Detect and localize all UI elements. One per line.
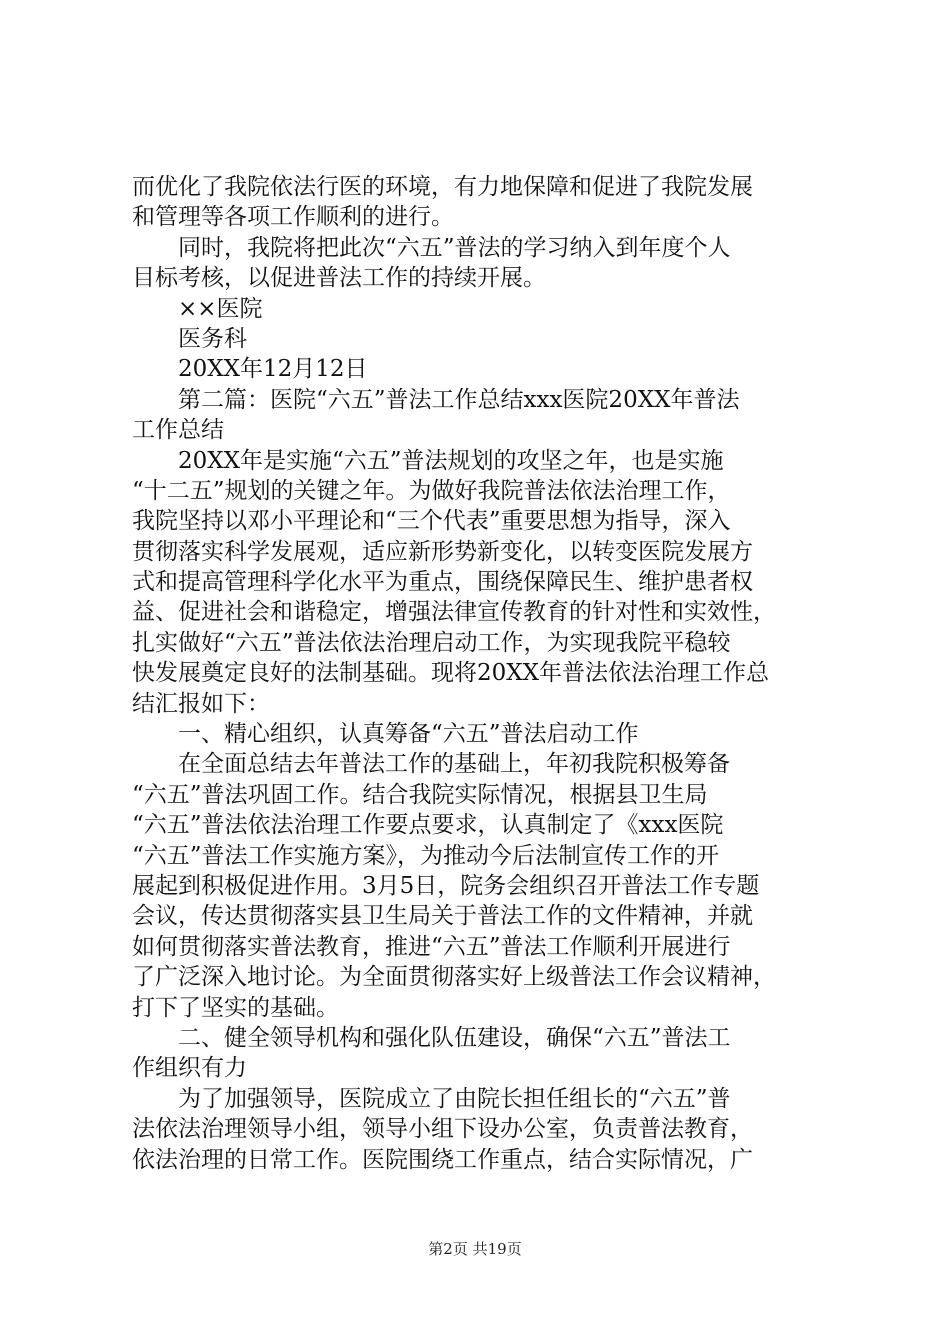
section-title-continued: 工作总结 xyxy=(132,417,224,444)
text-line: 和管理等各项工作顺利的进行。 xyxy=(132,204,454,231)
text-line: 依法治理的日常工作。医院围绕工作重点，结合实际情况，广 xyxy=(132,1146,753,1173)
text-line: “六五”普法巩固工作。结合我院实际情况，根据县卫生局 xyxy=(132,781,708,808)
text-line: 我院坚持以邓小平理论和“三个代表”重要思想为指导，深入 xyxy=(132,508,731,535)
text-line: 了广泛深入地讨论。为全面贯彻落实好上级普法工作会议精神， xyxy=(132,964,776,991)
text-line: 20XX年是实施“六五”普法规划的攻坚之年，也是实施 xyxy=(132,447,724,474)
text-line: 同时，我院将把此次“六五”普法的学习纳入到年度个人 xyxy=(132,234,731,261)
signature-department: 医务科 xyxy=(132,325,247,352)
text-line: 在全面总结去年普法工作的基础上，年初我院积极筹备 xyxy=(132,751,730,778)
text-line: 会议，传达贯彻落实县卫生局关于普法工作的文件精神，并就 xyxy=(132,903,753,930)
text-line: 法依法治理领导小组，领导小组下设办公室，负责普法教育， xyxy=(132,1116,753,1143)
text-line: 益、促进社会和谐稳定，增强法律宣传教育的针对性和实效性， xyxy=(132,599,776,626)
signature-date: 20XX年12月12日 xyxy=(132,356,368,383)
subheading-two-continued: 作组织有力 xyxy=(132,1055,247,1082)
document-body xyxy=(132,172,832,1175)
text-line: 而优化了我院依法行医的环境，有力地保障和促进了我院发展 xyxy=(132,174,753,200)
subheading-two: 二、健全领导机构和强化队伍建设，确保“六五”普法工 xyxy=(132,1024,731,1051)
text-line: 打下了坚实的基础。 xyxy=(132,994,339,1021)
text-line: 为了加强领导，医院成立了由院长担任组长的“六五”普 xyxy=(132,1085,731,1112)
text-line: “十二五”规划的关键之年。为做好我院普法依法治理工作， xyxy=(132,477,731,504)
page-number-footer: 第2页 共19页 xyxy=(428,1240,522,1258)
text-line: 快发展奠定良好的法制基础。现将20XX年普法依法治理工作总 xyxy=(132,660,770,687)
subheading-one: 一、精心组织，认真筹备“六五”普法启动工作 xyxy=(132,721,639,748)
text-line: 结汇报如下： xyxy=(132,690,270,717)
text-line: 目标考核，以促进普法工作的持续开展。 xyxy=(132,265,546,292)
text-line: 贯彻落实科学发展观，适应新形势新变化，以转变医院发展方 xyxy=(132,538,753,565)
text-line: 展起到积极促进作用。3月5日，院务会组织召开普法工作专题 xyxy=(132,872,760,899)
section-title: 第二篇：医院“六五”普法工作总结xxx医院20XX年普法 xyxy=(132,386,740,413)
text-line: 扎实做好“六五”普法依法治理启动工作，为实现我院平稳较 xyxy=(132,629,731,656)
signature-hospital: ××医院 xyxy=(132,295,263,322)
text-line: 式和提高管理科学化水平为重点，围绕保障民生、维护患者权 xyxy=(132,569,753,596)
text-line: “六五”普法工作实施方案》，为推动今后法制宣传工作的开 xyxy=(132,842,720,869)
text-line: 如何贯彻落实普法教育，推进“六五”普法工作顺利开展进行 xyxy=(132,933,731,960)
text-line: “六五”普法依法治理工作要点要求，认真制定了《xxx医院 xyxy=(132,812,724,839)
